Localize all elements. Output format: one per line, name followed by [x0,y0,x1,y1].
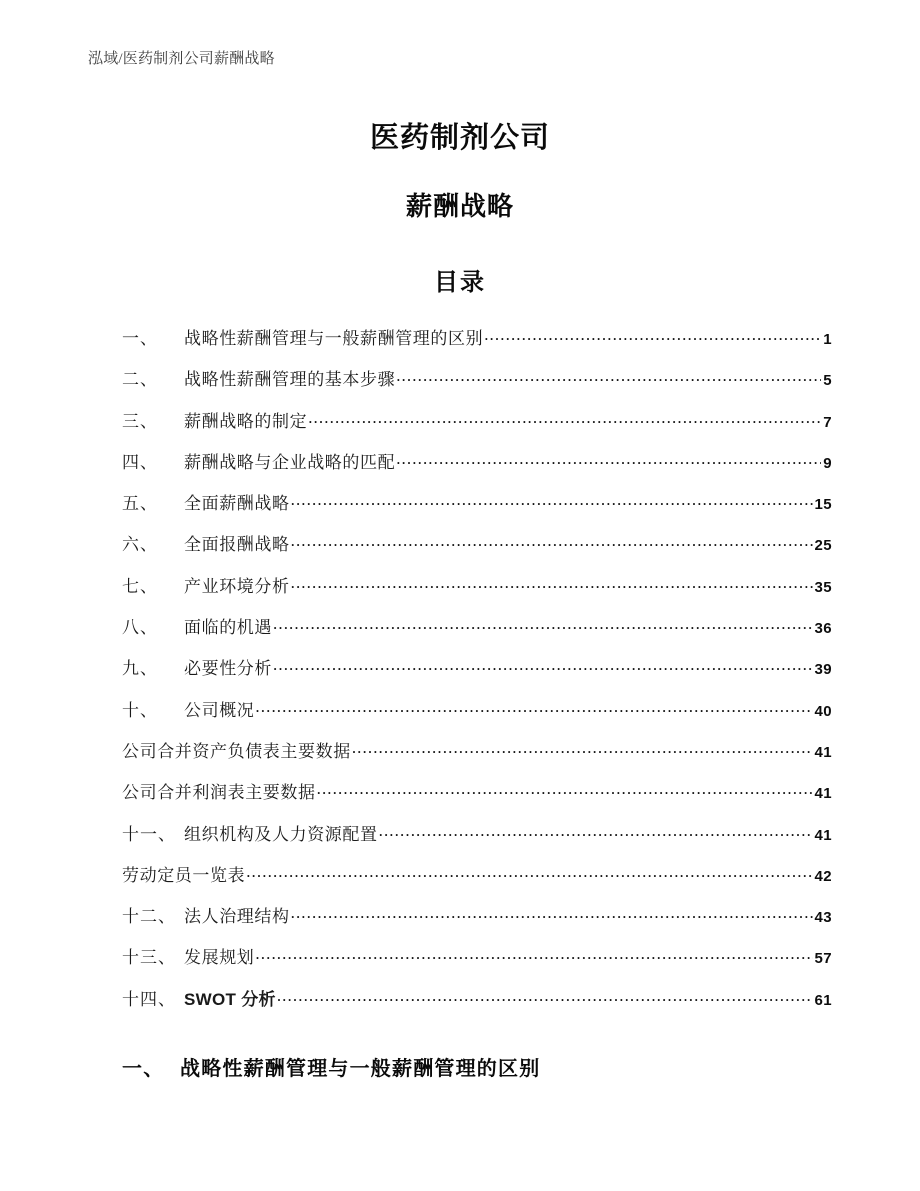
toc-dot-leader [291,533,813,550]
toc-entry[interactable] [122,902,832,943]
toc-entry[interactable] [122,365,832,406]
toc-dot-leader [379,823,813,840]
toc-entry[interactable] [122,324,832,365]
toc-dot-leader [277,988,813,1005]
toc-entry-label: 薪酬战略的制定 [184,411,308,431]
toc-entry-number: 十三、 [122,948,176,968]
page-subtitle: 薪酬战略 [405,191,514,221]
toc-entry-number: 七、 [122,576,158,596]
toc-entry-label: 劳动定员一览表 [122,865,246,885]
toc-entry-label: 产业环境分析 [184,576,290,596]
toc-entry-page-number: 5 [823,372,832,390]
toc-heading: 目录 [434,269,486,296]
toc-entry-label: SWOT 分析 [184,989,276,1009]
toc-entry-page-number: 35 [814,578,832,596]
toc-entry-label: 薪酬战略与企业战略的匹配 [184,452,396,472]
toc-entry-page-number: 41 [814,785,832,803]
toc-entry-label: 必要性分析 [184,659,272,679]
toc-entry-page-number: 15 [814,496,832,514]
toc-entry-label: 公司概况 [184,700,255,720]
toc-entry-number: 四、 [122,452,158,472]
toc-dot-leader [308,410,821,427]
toc-entry-number: 十、 [122,700,158,720]
toc-entry-page-number: 42 [814,867,832,885]
toc-entry-label: 公司合并资产负债表主要数据 [122,741,351,761]
toc-entry-label: 战略性薪酬管理的基本步骤 [184,370,396,390]
toc-entry-page-number: 41 [814,743,832,761]
toc-entry-label: 全面报酬战略 [184,535,290,555]
toc-entry-number: 十一、 [122,824,176,844]
toc-entry-page-number: 61 [814,991,832,1009]
section-heading-title: 战略性薪酬管理与一般薪酬管理的区别 [180,1058,541,1080]
toc-entry[interactable] [122,448,832,489]
toc-entry-page-number: 43 [814,909,832,927]
toc-entry[interactable] [122,696,832,737]
toc-entry[interactable] [122,654,832,695]
toc-dot-leader [317,781,813,798]
toc-entry-label: 战略性薪酬管理与一般薪酬管理的区别 [184,329,484,348]
toc-dot-leader [484,327,821,344]
toc-entry-label: 发展规划 [184,948,255,968]
toc-entry-page-number: 57 [814,950,832,968]
section-heading-number: 一、 [122,1058,165,1080]
toc-entry-number: 十四、 [122,989,176,1009]
toc-entry-number: 三、 [122,411,158,431]
toc-entry-number: 九、 [122,659,158,679]
toc-entry-label: 法人治理结构 [184,907,290,927]
toc-entry[interactable] [122,572,832,613]
toc-dot-leader [255,699,812,716]
title-block [0,118,920,224]
toc-dot-leader [246,864,812,881]
toc-entry-label: 组织机构及人力资源配置 [184,824,378,844]
toc-entry-page-number: 40 [814,702,832,720]
toc-entry[interactable] [122,489,832,530]
running-header: 泓域/医药制剂公司薪酬战略 [88,51,275,67]
toc-dot-leader [291,905,813,922]
toc-dot-leader [396,368,821,385]
toc-entry-page-number: 39 [814,661,832,679]
toc-entry[interactable] [122,861,832,902]
table-of-contents [122,324,832,1026]
toc-dot-leader [291,575,813,592]
toc-dot-leader [291,492,813,509]
toc-entry-number: 六、 [122,535,158,555]
toc-entry-page-number: 41 [814,826,832,844]
toc-entry-page-number: 7 [823,413,832,431]
toc-entry[interactable] [122,613,832,654]
toc-entry-number: 十二、 [122,907,176,927]
toc-entry[interactable] [122,820,832,861]
toc-entry-label: 公司合并利润表主要数据 [122,783,316,803]
section-heading [122,1054,832,1084]
toc-entry[interactable] [122,530,832,571]
page-title: 医药制剂公司 [369,122,550,154]
toc-entry-page-number: 36 [814,620,832,638]
toc-entry-number: 八、 [122,618,158,638]
toc-entry-page-number: 1 [823,331,832,348]
toc-entry[interactable] [122,778,832,819]
toc-entry-page-number: 9 [823,454,832,472]
toc-entry[interactable] [122,943,832,984]
toc-entry[interactable] [122,737,832,778]
toc-entry-label: 面临的机遇 [184,618,272,638]
toc-entry-number: 一、 [122,329,158,348]
toc-dot-leader [273,657,813,674]
toc-entry-page-number: 25 [814,537,832,555]
toc-dot-leader [352,740,813,757]
toc-dot-leader [396,451,821,468]
toc-dot-leader [273,616,813,633]
toc-entry-number: 五、 [122,494,158,514]
toc-entry[interactable] [122,407,832,448]
toc-entry-number: 二、 [122,370,158,390]
toc-entry[interactable] [122,985,832,1026]
toc-dot-leader [255,946,812,963]
toc-entry-label: 全面薪酬战略 [184,494,290,514]
